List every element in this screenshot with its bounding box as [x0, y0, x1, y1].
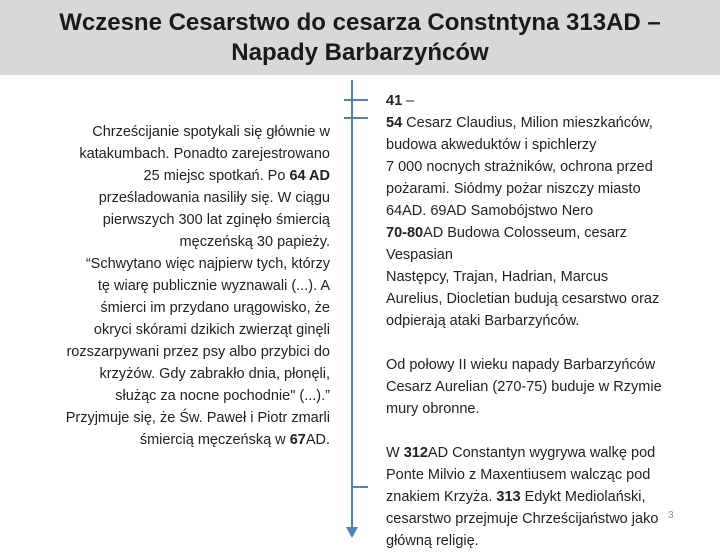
paragraph-gap — [386, 420, 716, 442]
right-line: Aurelius, Diocletian budują cesarstwo oraz — [386, 291, 660, 307]
right-line: 64AD. 69AD Samobójstwo Nero — [386, 203, 594, 219]
left-line: prześladowania nasiliły się. W ciągu — [98, 190, 330, 206]
right-line: główną religię. — [386, 533, 479, 549]
year-54: 54 — [386, 115, 403, 131]
left-line: śmiercią męczeńską w 67AD. — [139, 432, 330, 448]
year-67: 67 — [289, 432, 306, 448]
left-line: męczeńską 30 papieży. — [179, 234, 330, 250]
timeline-arrow-head — [346, 527, 358, 538]
right-line: Ponte Milvio z Maxentiusem walcząc pod — [386, 467, 651, 483]
right-line: budowa akweduktów i spichlerzy — [386, 137, 597, 153]
right-line: pożarami. Siódmy pożar niszczy miasto — [386, 181, 641, 197]
right-line: Cesarz Aurelian (270-75) buduje w Rzymie — [386, 379, 662, 395]
left-line: śmierci im przydano urągowisko, że — [100, 300, 330, 316]
left-line: tę wiarę publicznie wyznawali (...). A — [97, 278, 330, 294]
left-text-block — [20, 121, 330, 451]
left-line: krzyżów. Gdy zabrakło dnia, płonęli, — [99, 366, 330, 382]
right-line: 41 – — [386, 93, 415, 109]
left-line: służąc za nocne pochodnie" (...).” — [115, 388, 330, 404]
left-line: katakumbach. Ponadto zarejestrowano — [79, 146, 330, 162]
left-line: okryci skórami dzikich zwierząt ginęli — [93, 322, 330, 338]
right-line: Od połowy II wieku napady Barbarzyńców — [386, 357, 656, 373]
title-bar — [0, 0, 720, 75]
right-line: 7 000 nocnych strażników, ochrona przed — [386, 159, 653, 175]
right-line: cesarstwo przejmuje Chrześcijaństwo jako — [386, 511, 659, 527]
right-line: znakiem Krzyża. 313 Edykt Mediolański, — [386, 489, 646, 505]
left-line: Chrześcijanie spotykali się głównie w — [92, 124, 330, 140]
right-line: Vespasian — [386, 247, 453, 263]
title-line-2: Napady Barbarzyńców — [231, 39, 489, 66]
year-41: 41 — [386, 93, 403, 109]
left-line: rozszarpywani przez psy albo przybici do — [66, 344, 330, 360]
right-line: mury obronne. — [386, 401, 480, 417]
left-line: Przyjmuje się, że Św. Paweł i Piotr zmarli — [65, 410, 330, 426]
right-text-block — [386, 90, 716, 552]
paragraph-gap — [386, 332, 716, 354]
year-70-80: 70-80 — [386, 225, 424, 241]
right-line: odpierają ataki Barbarzyńców. — [386, 313, 580, 329]
right-line: 54 Cesarz Claudius, Milion mieszkańców, — [386, 115, 653, 131]
year-313: 313 — [496, 489, 521, 505]
left-line: 25 miejsc spotkań. Po 64 AD — [143, 168, 330, 184]
right-line: 70-80AD Budowa Colosseum, cesarz — [386, 225, 627, 241]
right-line: Następcy, Trajan, Hadrian, Marcus — [386, 269, 609, 285]
year-312: 312 — [403, 445, 428, 461]
title-line-1: Wczesne Cesarstwo do cesarza Constntyna 313AD – — [59, 9, 661, 36]
right-line: W 312AD Constantyn wygrywa walkę pod — [386, 445, 656, 461]
slide-number: 3 — [668, 510, 674, 521]
left-line: pierwszych 300 lat zginęło śmiercią — [102, 212, 330, 228]
slide-title — [0, 8, 720, 68]
left-line: “Schwytano więc najpierw tych, którzy — [85, 256, 330, 272]
year-64ad: 64 AD — [289, 168, 330, 184]
